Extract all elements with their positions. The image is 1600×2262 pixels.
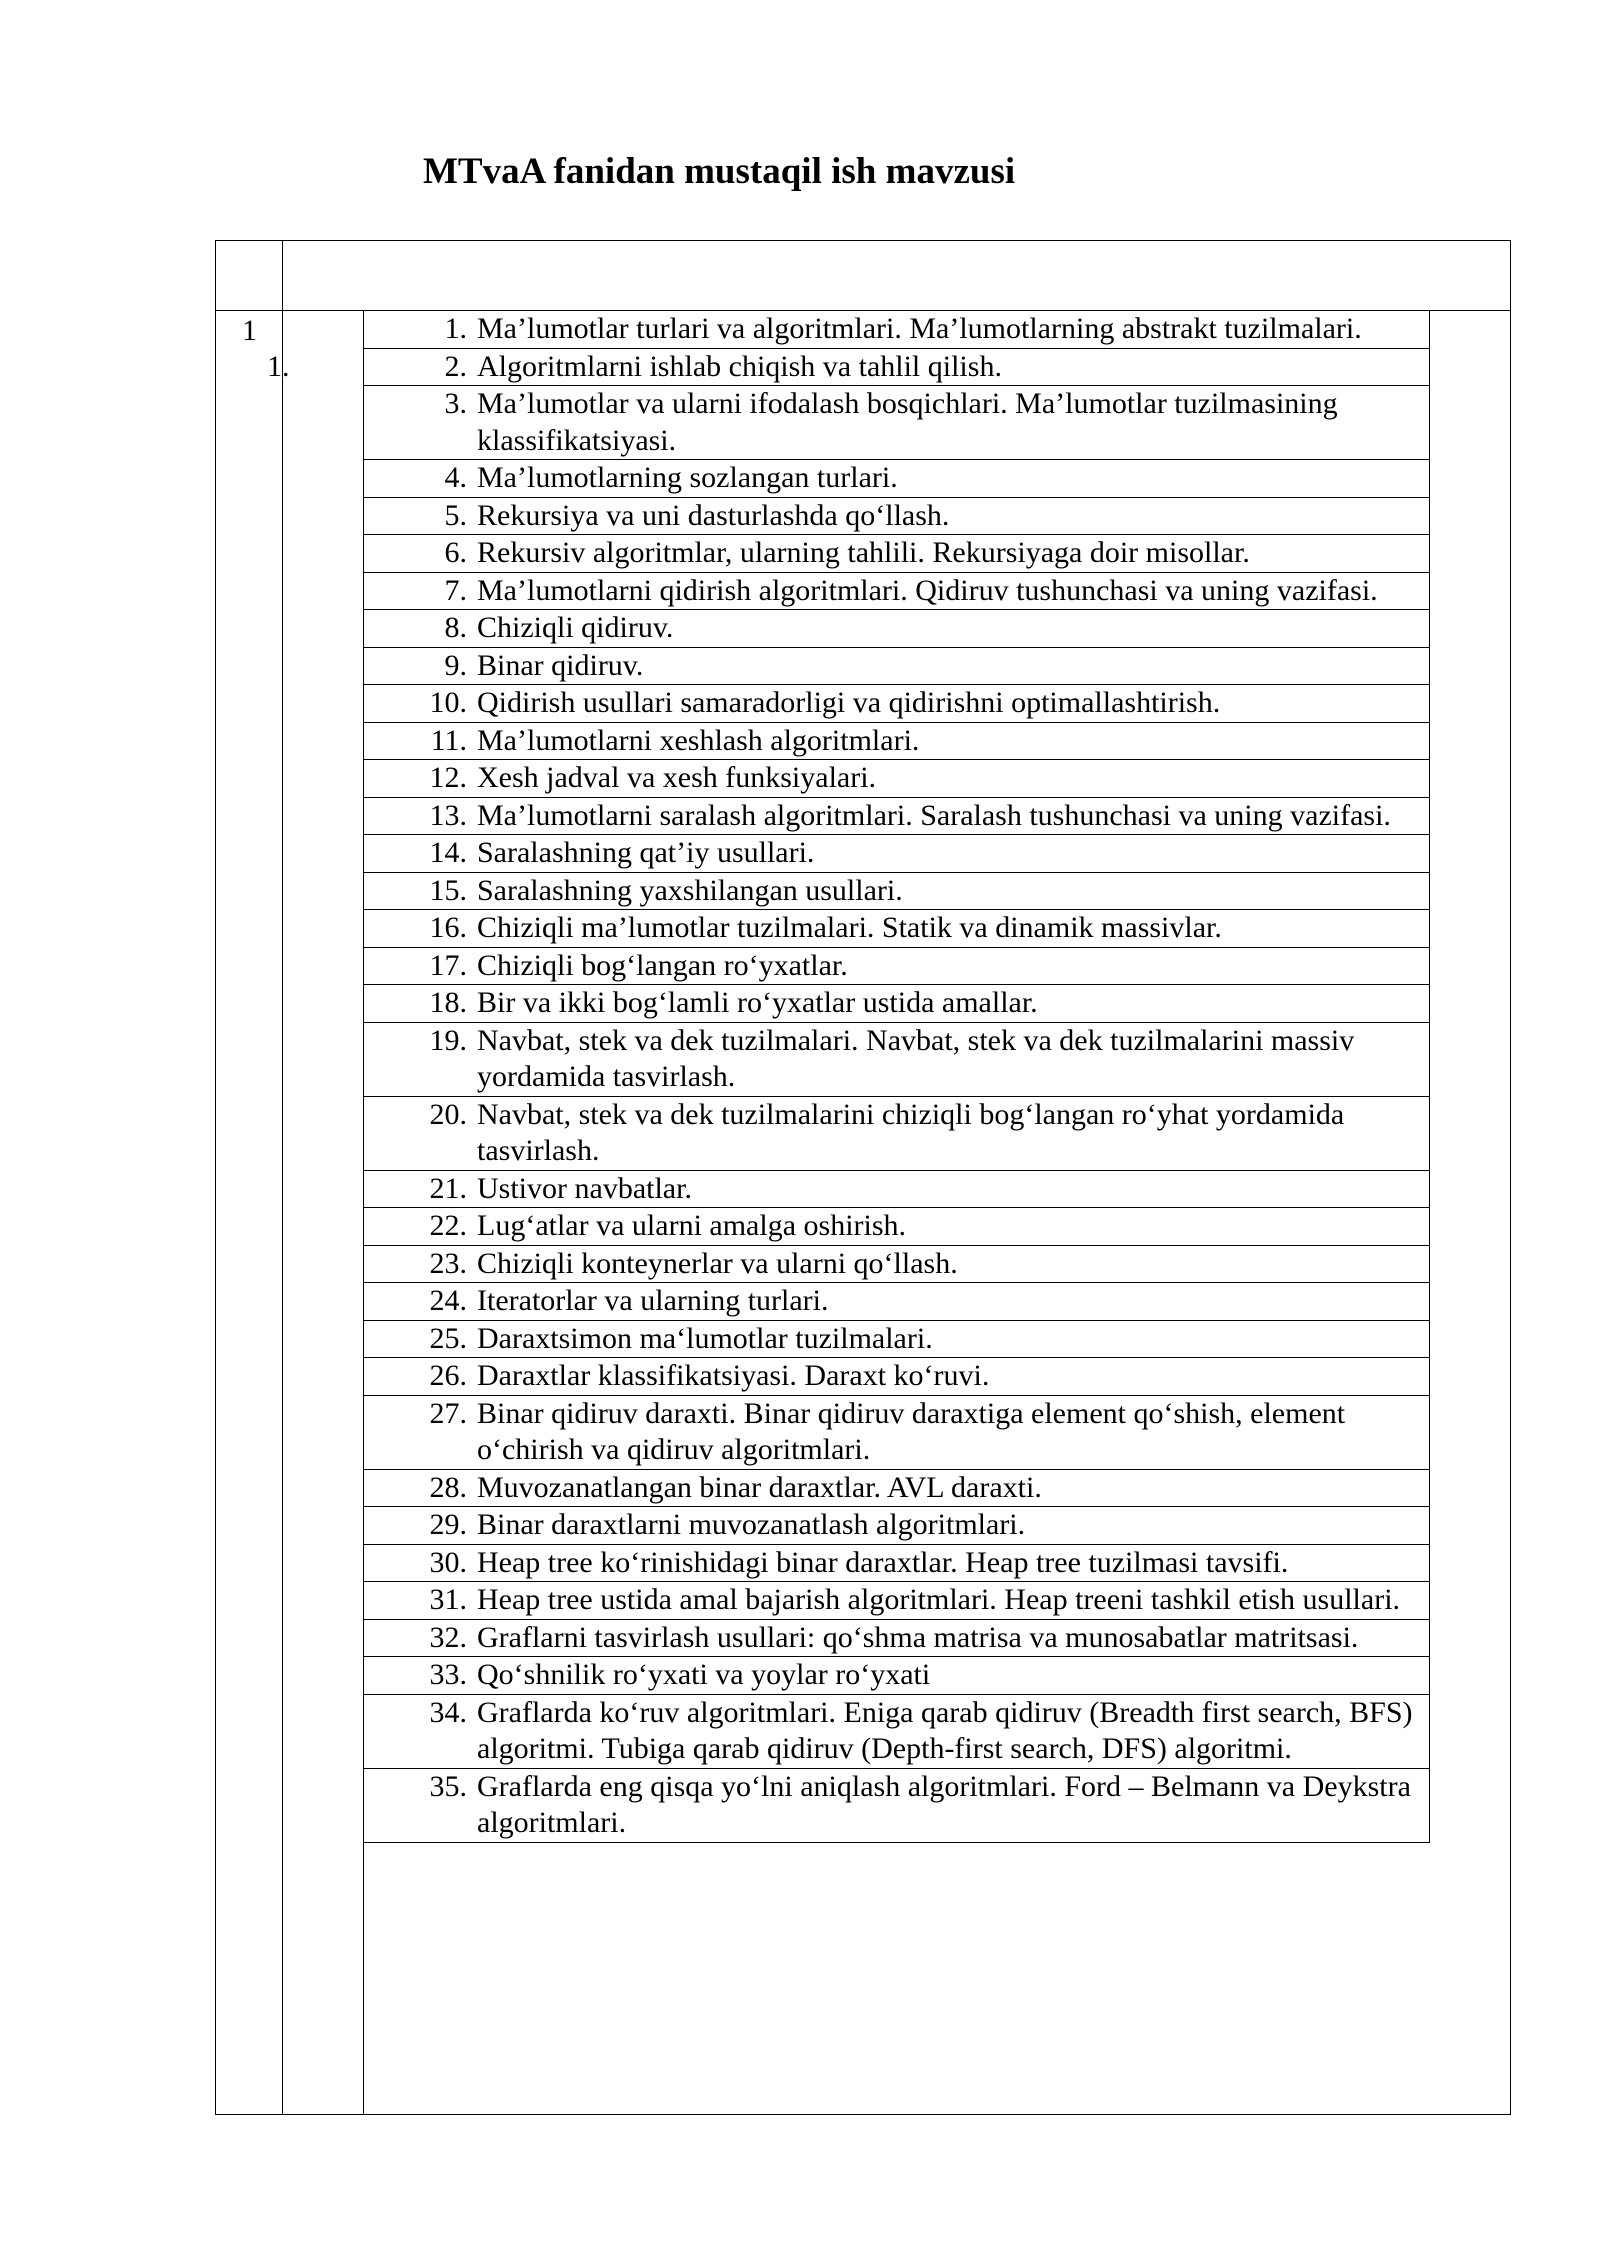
topic-text: Daraxtsimon ma‘lumotlar tuzilmalari. [477,1321,933,1355]
topic-number: 5. [444,498,467,532]
topic-text: Muvozanatlangan binar daraxtlar. AVL daraxti. [477,1470,1042,1504]
topic-text: Graflarda eng qisqa yo‘lni aniqlash algoritmlari. Ford – Belmann va Deykstra algoritmlari. [477,1769,1411,1839]
topic-number: 3. [444,387,467,420]
topic-text: Ma’lumotlarni xeshlash algoritmlari. [477,723,920,757]
topic-number: 8. [444,611,467,644]
topic-item [364,1246,1429,1284]
topic-text: Rekursiv algoritmlar, ularning tahlili. Rekursiyaga doir misollar. [477,536,1250,569]
topic-item [364,948,1429,986]
topic-item [364,1171,1429,1209]
topic-number: 20. [429,1097,467,1131]
topic-item [364,535,1429,573]
topic-text: Chiziqli qidiruv. [477,611,674,644]
topic-text: Chiziqli konteynerlar va ularni qo‘llash. [477,1246,958,1280]
row-sub-number: 1. [267,350,290,383]
topic-text: Heap tree ustida amal bajarish algoritmlari. Heap treeni tashkil etish usullari. [477,1583,1401,1616]
document-title: MTvaA fanidan mustaqil ish mavzusi [423,151,1016,192]
topic-text: Saralashning qat’iy usullari. [477,836,815,869]
topic-item [364,798,1429,836]
topic-number: 6. [444,536,467,569]
topic-text: Qo‘shnilik ro‘yxati va yoylar ro‘yxati [477,1658,931,1691]
topic-item [364,760,1429,798]
topic-number: 18. [429,986,467,1019]
topic-item [364,985,1429,1023]
topic-number: 30. [429,1545,467,1579]
topic-text: Ma’lumotlarni saralash algoritmlari. Saralash tushunchasi va uning vazifasi. [477,798,1391,832]
topic-number: 1. [444,312,467,345]
topic-item [364,723,1429,761]
topic-number: 15. [429,873,467,907]
topic-item [364,685,1429,723]
topic-item [364,460,1429,498]
topic-text: Navbat, stek va dek tuzilmalarini chiziqli bog‘langan ro‘yhat yordamida tasvirlash. [477,1097,1345,1167]
topic-item [364,835,1429,873]
topic-text: Daraxtlar klassifikatsiyasi. Daraxt ko‘ruvi. [477,1359,990,1392]
topic-text: Chiziqli ma’lumotlar tuzilmalari. Statik va dinamik massivlar. [477,911,1222,944]
topic-item [364,1097,1429,1171]
topic-number: 31. [429,1583,467,1616]
topic-number: 32. [429,1620,467,1654]
topic-number: 2. [444,349,467,383]
topic-number: 24. [429,1284,467,1317]
topic-item [364,1507,1429,1545]
topic-item [364,648,1429,686]
topic-item [364,1470,1429,1508]
topic-number: 23. [429,1246,467,1280]
row-number: 1 [242,314,257,347]
topic-text: Iteratorlar va ularning turlari. [477,1284,829,1317]
topic-text: Saralashning yaxshilangan usullari. [477,873,903,907]
topic-text: Binar daraxtlarni muvozanatlash algoritmlari. [477,1508,1026,1541]
topic-text: Xesh jadval va xesh funksiyalari. [477,761,877,794]
topic-item [364,873,1429,911]
topic-number: 25. [429,1321,467,1355]
topic-text: Ma’lumotlarni qidirish algoritmlari. Qidiruv tushunchasi va uning vazifasi. [477,573,1378,607]
topic-text: Bir va ikki bog‘lamli ro‘yxatlar ustida amallar. [477,986,1038,1019]
topic-item [364,1283,1429,1321]
topic-number: 19. [429,1023,467,1057]
topic-item [364,1620,1429,1658]
topic-text: Heap tree ko‘rinishidagi binar daraxtlar. Heap tree tuzilmasi tavsifi. [477,1545,1289,1579]
topic-text: Graflarni tasvirlash usullari: qo‘shma matrisa va munosabatlar matritsasi. [477,1620,1359,1654]
topic-text: Graflarda ko‘ruv algoritmlari. Eniga qarab qidiruv (Breadth first search, BFS) algoritmi. Tubiga qarab qidiruv (Depth-first search, DFS) algoritmi. [477,1695,1413,1765]
topic-item [364,1023,1429,1097]
topic-number: 14. [429,836,467,869]
topic-text: Rekursiya va uni dasturlashda qo‘llash. [477,498,950,532]
topic-item [364,498,1429,536]
topic-text: Ma’lumotlar va ularni ifodalash bosqichlari. Ma’lumotlar tuzilmasining klassifikatsiyasi. [477,387,1338,457]
topic-number: 33. [429,1658,467,1691]
topic-number: 16. [429,911,467,944]
topic-item [364,1582,1429,1620]
topic-text: Ma’lumotlar turlari va algoritmlari. Ma’lumotlarning abstrakt tuzilmalari. [477,312,1362,345]
topic-text: Qidirish usullari samaradorligi va qidirishni optimallashtirish. [477,686,1221,719]
topic-item [364,311,1429,349]
topic-number: 17. [429,948,467,982]
column-divider-1 [282,240,283,2115]
topic-text: Binar qidiruv. [477,648,644,682]
topic-number: 13. [429,798,467,832]
topic-number: 4. [444,461,467,494]
topic-text: Algoritmlarni ishlab chiqish va tahlil qilish. [477,349,1002,383]
topic-item [364,910,1429,948]
topic-item [364,1321,1429,1359]
topic-item [364,1769,1429,1843]
topic-item [364,349,1429,387]
topic-item [364,1208,1429,1246]
topic-item [364,386,1429,460]
topic-item [364,1695,1429,1769]
topic-number: 21. [429,1171,467,1205]
topic-item [364,1657,1429,1695]
topic-number: 12. [429,761,467,794]
topic-text: Navbat, stek va dek tuzilmalari. Navbat, stek va dek tuzilmalarini massiv yordamida tasvirlash. [477,1023,1355,1093]
topic-item [364,1358,1429,1396]
topic-item [364,610,1429,648]
topic-text: Lug‘atlar va ularni amalga oshirish. [477,1209,907,1242]
topic-number: 28. [429,1470,467,1504]
topic-item [364,1545,1429,1583]
topic-number: 10. [429,686,467,719]
topic-number: 27. [429,1396,467,1430]
topic-number: 7. [444,573,467,607]
topic-text: Binar qidiruv daraxti. Binar qidiruv daraxtiga element qo‘shish, element o‘chirish va qidiruv algoritmlari. [477,1396,1346,1466]
topic-text: Ustivor navbatlar. [477,1171,692,1205]
topic-number: 35. [429,1769,467,1803]
topic-number: 29. [429,1508,467,1541]
topic-text: Ma’lumotlarning sozlangan turlari. [477,461,898,494]
topic-number: 9. [444,648,467,682]
topic-item [364,1396,1429,1470]
topic-item [364,573,1429,611]
topics-list [363,310,1430,1843]
topic-number: 11. [430,723,467,757]
topic-number: 26. [429,1359,467,1392]
topic-number: 22. [429,1209,467,1242]
topic-number: 34. [429,1695,467,1729]
topic-text: Chiziqli bog‘langan ro‘yxatlar. [477,948,848,982]
